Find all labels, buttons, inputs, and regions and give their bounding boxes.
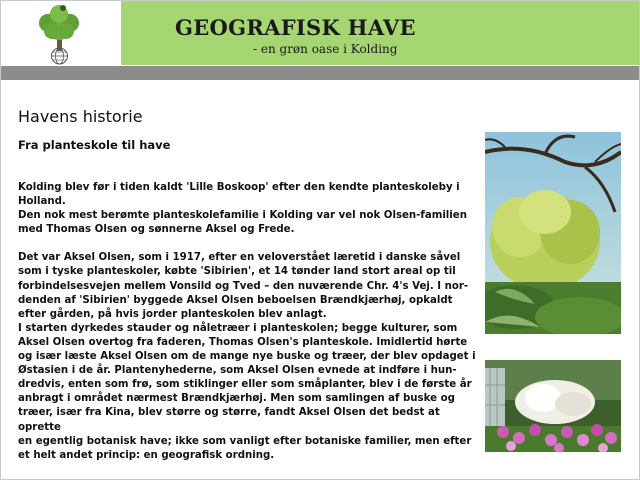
paragraph-spacer <box>18 237 476 251</box>
logo[interactable] <box>1 1 121 65</box>
flowering-shrubs-photo <box>485 360 621 452</box>
article-body <box>18 181 476 463</box>
section-subheading: Fra planteskole til have <box>18 138 171 152</box>
paragraph: Kolding blev før i tiden kaldt 'Lille Boskoop' efter den kendte planteskoleby i Holland. Den nok mest berømte planteskolefamilie i Kolding var vel nok Olsen-familien med Thomas Olsen og sønnerne Aksel og Frede. <box>18 182 467 236</box>
site-subtitle: - en grøn oase i Kolding <box>253 42 398 56</box>
page-title: Havens historie <box>18 107 143 126</box>
paragraph: Det var Aksel Olsen, som i 1917, efter en veloverstået læretid i danske såvel som i tyske planteskoler, købte 'Sibirien', et 14 tønder land stort areal op til forbindelsesvejen mellem Vonsild og Tved – den nuværende Chr. 4's Vej. I nor- denden af 'Sibirien' byggede Aksel Olsen beboelsen Brændkjærhøj, opkaldt efter gården, på hvis jorder planteskolen blev anlagt. I starten dyrkedes stauder og nåletræer i planteskolen; begge kulturer, som Aksel Olsen overtog fra faderen, Thomas Olsen's planteskole. Imidlertid hørte og især læste Aksel Olsen om de mange nye buske og træer, der blev opdaget i Østasien i de år. Plantenyhederne, som Aksel Olsen evnede at indføre i hun- dredvis, enten som frø, som stiklinger eller som småplanter, blev i de første år anbragt i området nærmest Brændkjærhøj. Men som samlingen af buske og træer, især fra Kina, blev større og større, fandt Aksel Olsen det bedst at oprette en egentlig botanisk have; ikke som vanligt efter botaniske familier, men efter et helt andet princip: en geografisk ordning. <box>18 252 476 461</box>
header-divider-bar <box>1 66 639 80</box>
site-title: GEOGRAFISK HAVE <box>175 15 416 40</box>
garden-trees-photo <box>485 132 621 334</box>
tree-globe-logo-icon <box>29 3 91 65</box>
